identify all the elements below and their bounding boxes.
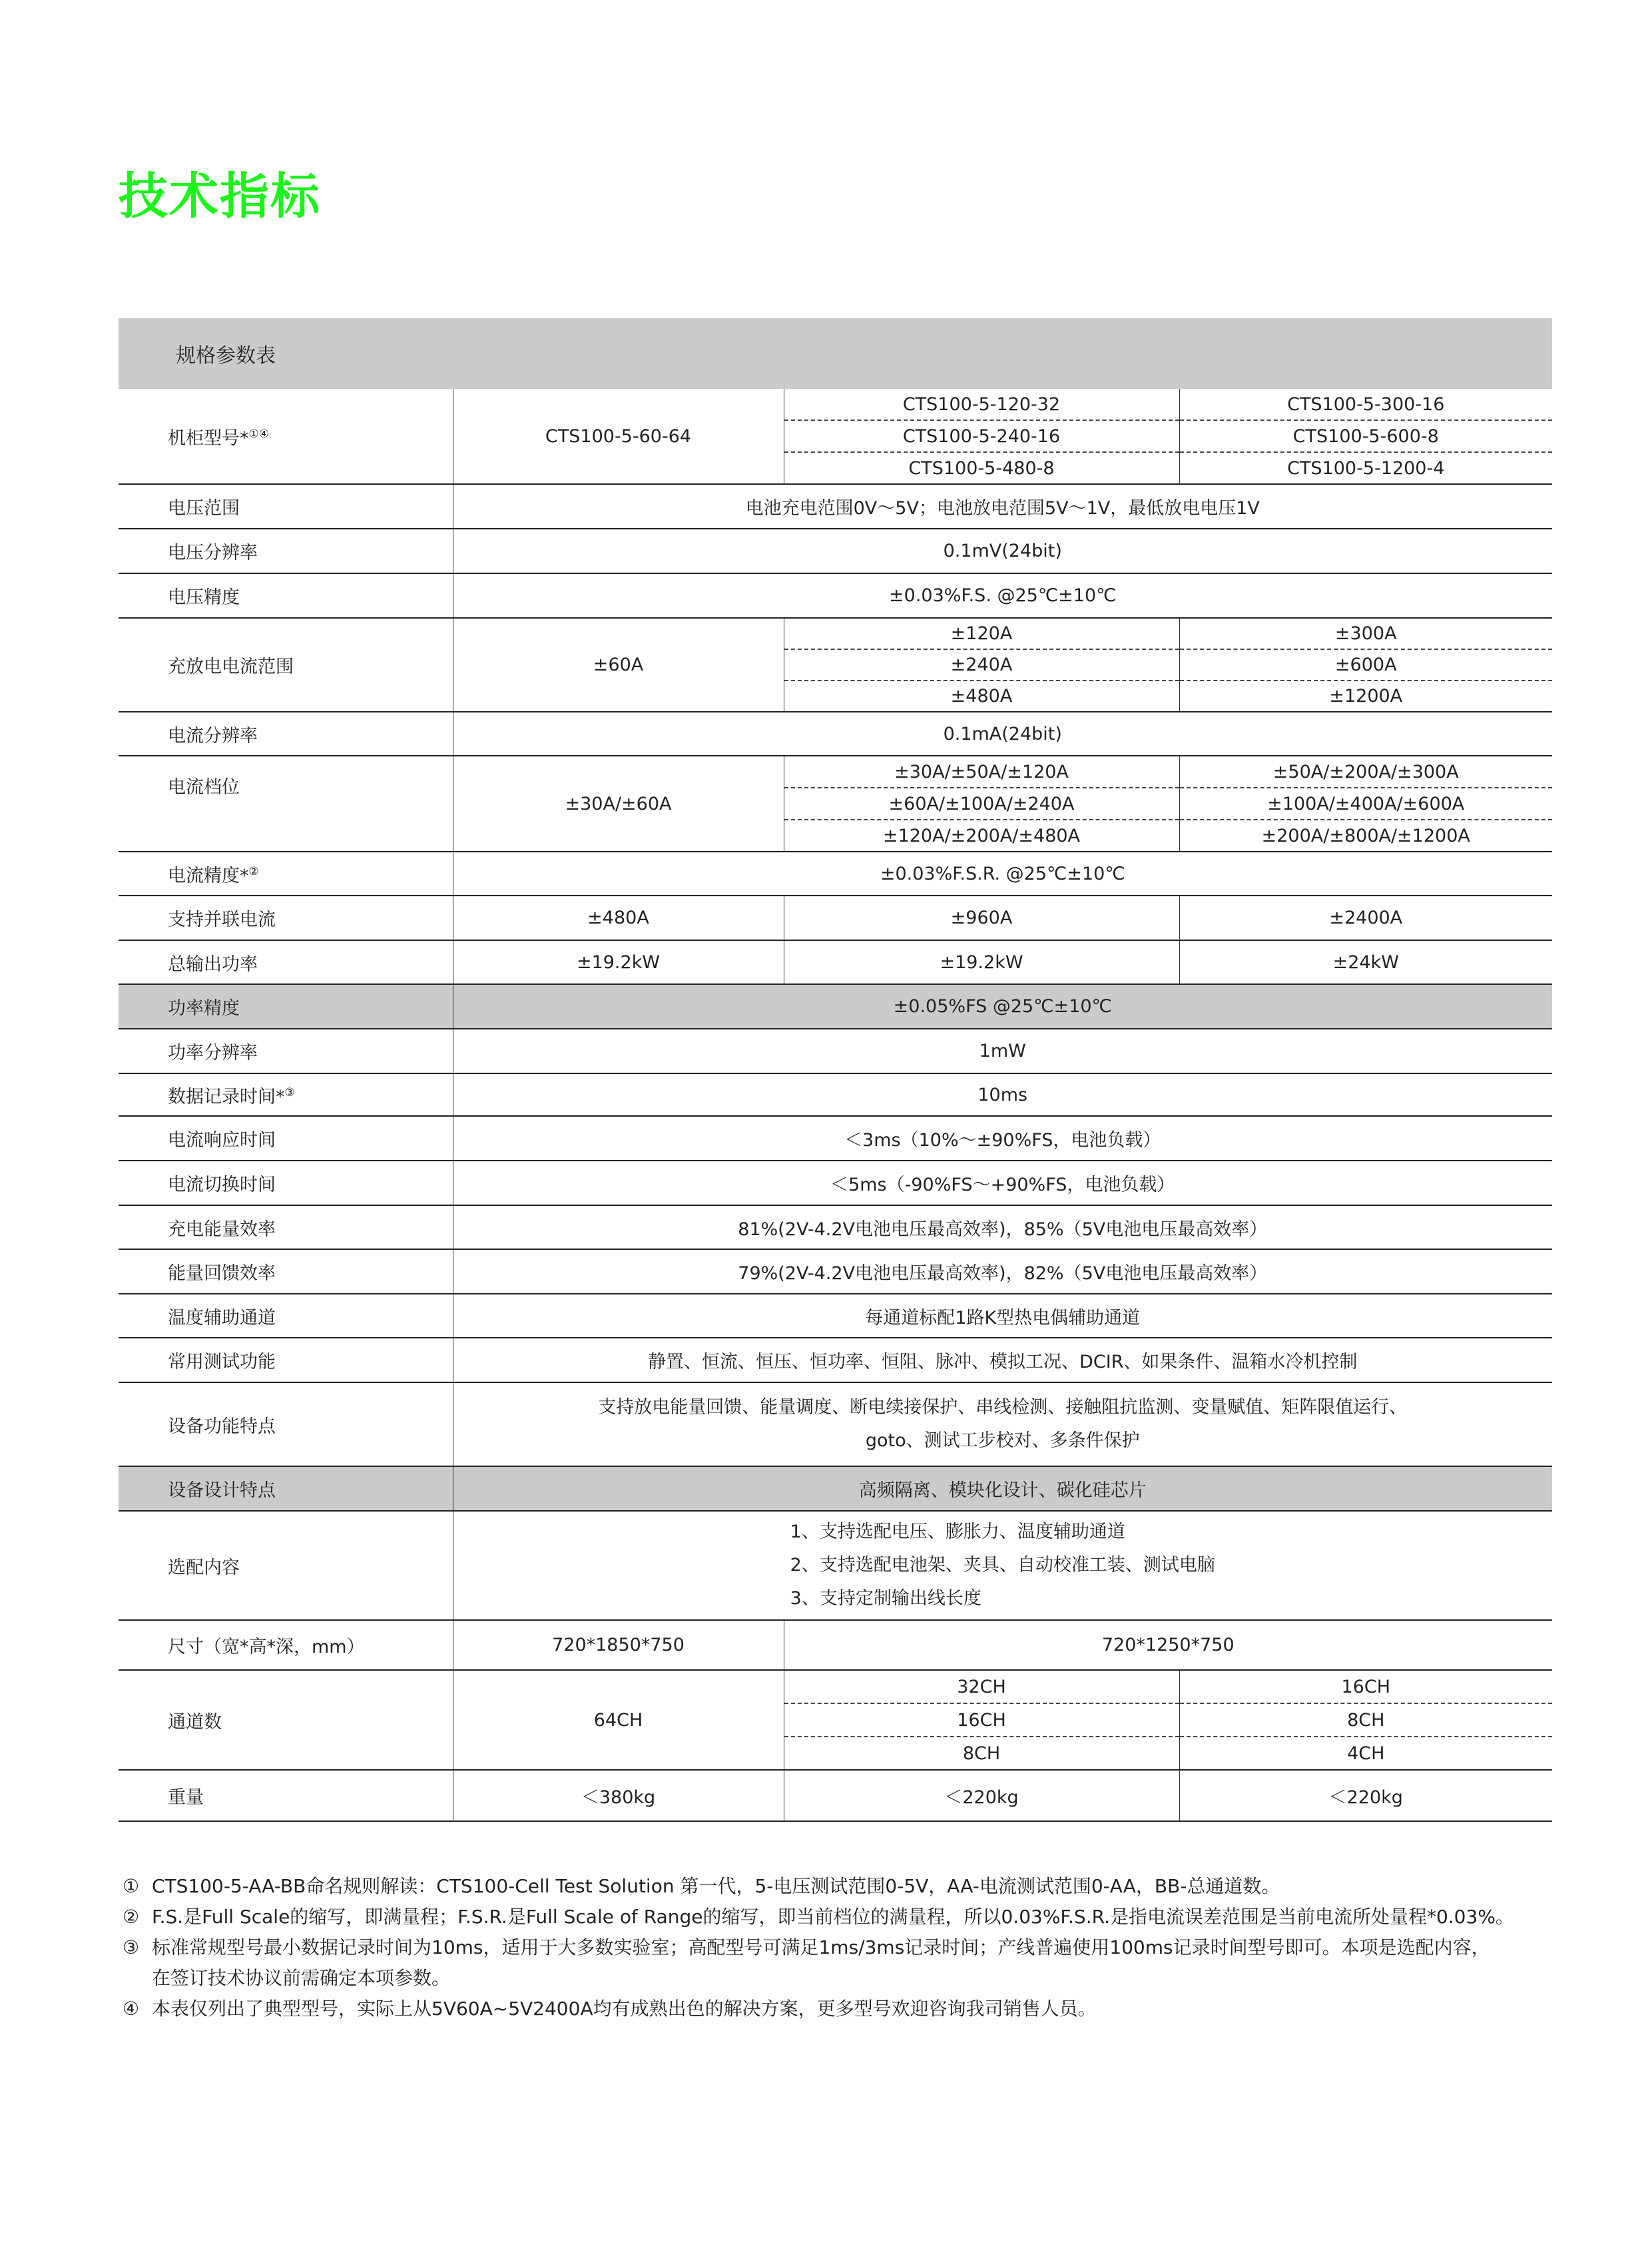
current-ranges-col1: ±30A/±60A [453,756,784,852]
row-value: ±0.05%FS @25℃±10℃ [453,984,1552,1029]
row-value: 0.1mA(24bit) [453,712,1552,756]
channels-col2 [784,1670,1179,1770]
row-label: 电流响应时间 [119,1116,453,1161]
model-col2 [784,389,1179,484]
gear-item: ±200A/±800A/±1200A [1261,825,1470,846]
range-item: ±480A [950,686,1013,706]
footnote-ref: ①④ [248,427,269,441]
row-label: 机柜型号*①④ [119,389,453,484]
row-temp-aux [119,1294,1552,1338]
model-item: CTS100-5-600-8 [1180,421,1553,453]
current-ranges-col2 [784,756,1179,852]
channel-item: 8CH [962,1743,1001,1764]
row-label: 设备设计特点 [119,1466,453,1511]
row-total-power [119,940,1552,984]
row-label: 功率精度 [119,984,453,1029]
footnote-mark: ② [123,1906,140,1928]
cell: ±2400A [1179,896,1552,940]
row-label: 电流精度*② [119,852,453,896]
row-value [453,1511,1552,1620]
spec-table [119,318,1552,1822]
range-item: ±300A [1180,619,1553,650]
cell: ±19.2kW [784,940,1179,984]
row-channels [119,1670,1552,1770]
row-label: 充放电电流范围 [119,618,453,712]
cell: ＜380kg [453,1770,784,1821]
model-col3 [1179,389,1552,484]
range-item: ±120A [784,619,1179,650]
row-model [119,389,1552,484]
channel-item: 16CH [784,1704,1179,1737]
cell: 720*1850*750 [453,1620,784,1670]
row-value: ＜5ms（-90%FS～+90%FS，电池负载） [453,1161,1552,1205]
model-item: CTS100-5-240-16 [784,421,1179,453]
current-range-col3 [1179,618,1552,712]
row-record-time [119,1073,1552,1116]
row-label: 电压分辨率 [119,529,453,573]
row-power-resolution [119,1029,1552,1073]
row-value: ＜3ms（10%～±90%FS，电池负载） [453,1116,1552,1161]
row-dimensions [119,1620,1552,1670]
model-item: CTS100-5-1200-4 [1287,457,1445,479]
footnote-text: F.S.是Full Scale的缩写，即满量程；F.S.R.是Full Scale of Range的缩写，即当前档位的满量程，所以0.03%F.S.R.是指电流误差范围是当前电流所处量程*0.03%。 [152,1906,1514,1928]
feature-line: goto、测试工步校对、多条件保护 [865,1430,1140,1451]
row-label: 功率分辨率 [119,1029,453,1073]
current-range-col1: ±60A [453,618,784,712]
row-parallel-current [119,896,1552,940]
current-ranges-col3 [1179,756,1552,852]
option-line: 2、支持选配电池架、夹具、自动校准工装、测试电脑 [790,1555,1215,1575]
row-design-features [119,1466,1552,1511]
channel-item: 32CH [784,1671,1179,1704]
gear-item: ±60A/±100A/±240A [784,788,1179,820]
row-current-resolution [119,712,1552,756]
cell: ±480A [453,896,784,940]
row-label: 电流切换时间 [119,1161,453,1205]
row-current-response [119,1116,1552,1161]
range-item: ±240A [784,650,1179,681]
row-value: 1mW [453,1029,1552,1073]
channel-item: 16CH [1180,1671,1553,1704]
gear-item: ±100A/±400A/±600A [1180,788,1553,820]
row-current-range [119,618,1552,712]
table-caption: 规格参数表 [119,318,1552,389]
row-current-accuracy [119,852,1552,896]
row-label: 尺寸（宽*高*深，mm） [119,1620,453,1670]
row-charge-efficiency [119,1205,1552,1249]
option-line: 3、支持定制输出线长度 [790,1588,981,1609]
footnote-text: CTS100-5-AA-BB命名规则解读：CTS100-Cell Test Solution 第一代，5-电压测试范围0-5V，AA-电流测试范围0-AA，BB-总通道数。 [152,1875,1280,1897]
row-current-switch [119,1161,1552,1205]
page-title: 技术指标 [119,168,321,225]
model-item: CTS100-5-480-8 [908,457,1055,479]
row-label: 重量 [119,1770,453,1821]
row-label: 支持并联电流 [119,896,453,940]
footnote-text: 标准常规型号最小数据记录时间为10ms，适用于大多数实验室；高配型号可满足1ms/3ms记录时间；产线普遍使用100ms记录时间型号即可。本项是选配内容， [152,1936,1490,1958]
model-item: CTS100-5-120-32 [784,389,1179,421]
feature-line: 支持放电能量回馈、能量调度、断电续接保护、串线检测、接触阻抗监测、变量赋值、矩阵限值运行、 [598,1397,1408,1418]
current-range-col2 [784,618,1179,712]
row-value: 电池充电范围0V～5V；电池放电范围5V～1V，最低放电电压1V [453,484,1552,529]
row-value: ±0.03%F.S.R. @25℃±10℃ [453,852,1552,896]
range-item: ±600A [1180,650,1553,681]
row-feedback-efficiency [119,1249,1552,1294]
row-voltage-accuracy [119,573,1552,618]
row-power-accuracy [119,984,1552,1029]
footnote-ref: ③ [284,1085,295,1099]
row-value: 静置、恒流、恒压、恒功率、恒阻、脉冲、模拟工况、DCIR、如果条件、温箱水冷机控制 [453,1338,1552,1382]
row-value: 高频隔离、模块化设计、碳化硅芯片 [453,1466,1552,1511]
cell: ＜220kg [1179,1770,1552,1821]
footnote-1 [123,1871,1554,1902]
row-label: 电压范围 [119,484,453,529]
cell: 720*1250*750 [784,1620,1552,1670]
gear-item: ±120A/±200A/±480A [882,825,1081,846]
channels-col3 [1179,1670,1552,1770]
row-label: 电压精度 [119,573,453,618]
row-device-features [119,1382,1552,1466]
row-options [119,1511,1552,1620]
cell: ±24kW [1179,940,1552,984]
footnote-mark: ④ [123,1998,140,2020]
row-label: 温度辅助通道 [119,1294,453,1338]
footnote-text: 本表仅列出了典型型号，实际上从5V60A~5V2400A均有成熟出色的解决方案，更多型号欢迎咨询我司销售人员。 [152,1998,1097,2020]
row-value: 10ms [453,1073,1552,1116]
footnote-text-continued: 在签订技术协议前需确定本项参数。 [152,1967,451,1989]
gear-item: ±50A/±200A/±300A [1180,756,1553,788]
row-label: 常用测试功能 [119,1338,453,1382]
row-value: 每通道标配1路K型热电偶辅助通道 [453,1294,1552,1338]
range-item: ±1200A [1329,686,1403,706]
row-label: 选配内容 [119,1511,453,1620]
row-label: 总输出功率 [119,940,453,984]
row-label: 充电能量效率 [119,1205,453,1249]
row-voltage-resolution [119,529,1552,573]
footnote-mark: ③ [123,1936,140,1958]
channel-item: 4CH [1347,1743,1385,1764]
model-item: CTS100-5-300-16 [1180,389,1553,421]
row-label: 设备功能特点 [119,1382,453,1466]
channels-col1: 64CH [453,1670,784,1770]
option-line: 1、支持选配电压、膨胀力、温度辅助通道 [790,1522,1125,1542]
footnote-4 [123,1994,1554,2024]
row-value [453,1382,1552,1466]
footnote-2 [123,1902,1554,1932]
cell: ±960A [784,896,1179,940]
row-value: ±0.03%F.S. @25℃±10℃ [453,573,1552,618]
footnotes [123,1871,1554,2024]
footnote-mark: ① [123,1875,140,1897]
cell: ＜220kg [784,1770,1179,1821]
row-label: 通道数 [119,1670,453,1770]
row-test-functions [119,1338,1552,1382]
row-current-ranges [119,756,1552,852]
model-col1: CTS100-5-60-64 [453,389,784,484]
row-weight [119,1770,1552,1821]
row-value: 79%(2V-4.2V电池电压最高效率)，82%（5V电池电压最高效率） [453,1249,1552,1294]
row-label: 能量回馈效率 [119,1249,453,1294]
row-label: 电流分辨率 [119,712,453,756]
row-value: 0.1mV(24bit) [453,529,1552,573]
gear-item: ±30A/±50A/±120A [784,756,1179,788]
spec-table-body [119,389,1552,1822]
channel-item: 8CH [1180,1704,1553,1737]
row-voltage-range [119,484,1552,529]
footnote-ref: ② [248,864,259,878]
row-label: 电流档位 [119,756,453,852]
row-label: 数据记录时间*③ [119,1073,453,1116]
row-value: 81%(2V-4.2V电池电压最高效率)，85%（5V电池电压最高效率） [453,1205,1552,1249]
footnote-3 [123,1932,1554,1963]
cell: ±19.2kW [453,940,784,984]
